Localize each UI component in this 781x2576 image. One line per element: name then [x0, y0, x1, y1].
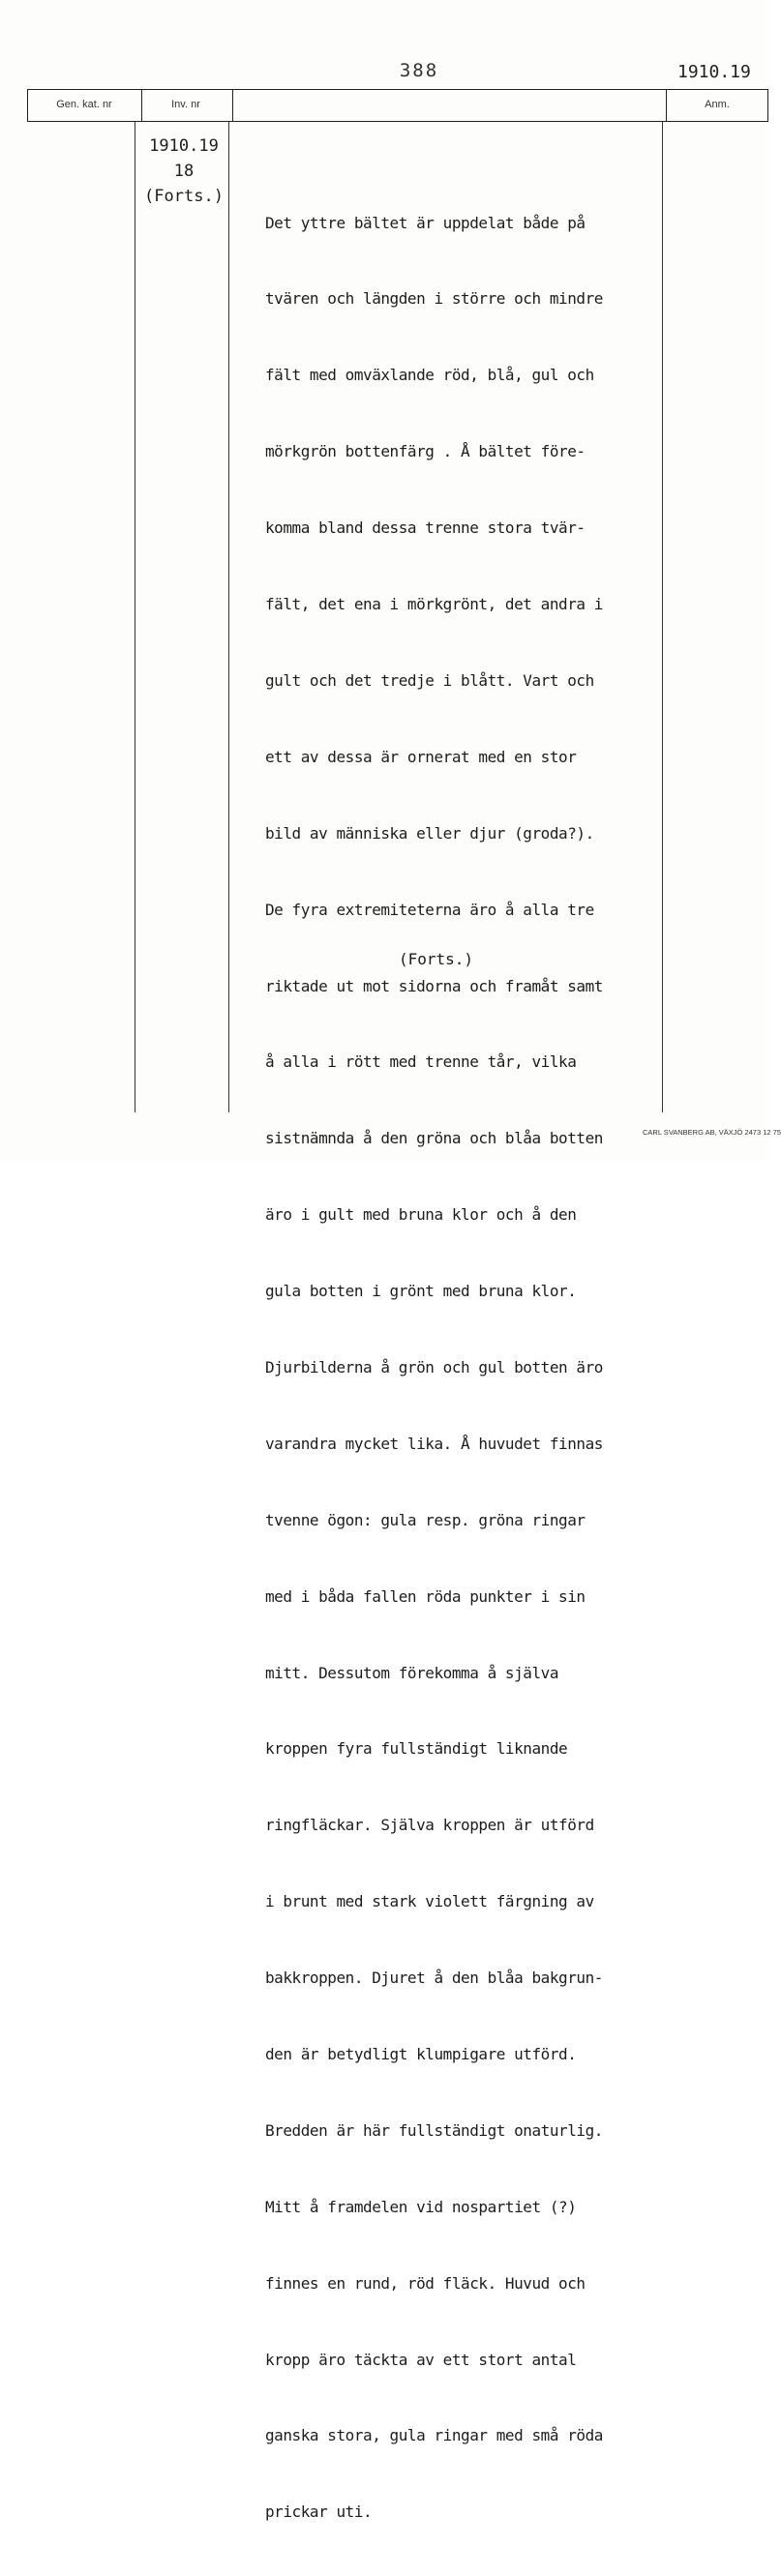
- description-line: prickar uti.: [265, 2502, 373, 2522]
- catalog-id-corner: 1910.19: [677, 62, 751, 82]
- description-line: Det yttre bältet är uppdelat både på: [265, 213, 586, 232]
- description-line: äro i gult med bruna klor och å den: [265, 1205, 577, 1225]
- description-line: fält med omväxlande röd, blå, gul och: [265, 366, 594, 385]
- description-line: bild av människa eller djur (groda?).: [265, 823, 594, 843]
- description-line: De fyra extremiteterna äro å alla tre: [265, 900, 594, 919]
- description-line: ringfläckar. Själva kroppen är utförd: [265, 1816, 594, 1835]
- column-header-inv-nr: Inv. nr: [171, 99, 200, 110]
- description-line: den är betydligt klumpigare utförd.: [265, 2044, 577, 2063]
- description-line: ganska stora, gula ringar med små röda: [265, 2426, 603, 2445]
- column-divider: [767, 89, 768, 122]
- column-divider: [141, 89, 142, 122]
- description-line: tvenne ögon: gula resp. gröna ringar: [265, 1510, 586, 1529]
- inventory-subnumber: 18: [173, 162, 195, 181]
- description-line: mörkgrön bottenfärg . Å bältet före-: [265, 442, 586, 461]
- column-divider: [228, 122, 229, 1112]
- column-divider: [662, 122, 663, 1112]
- description-line: kropp äro täckta av ett stort antal: [265, 2350, 577, 2369]
- description-line: Djurbilderna å grön och gul botten äro: [265, 1357, 603, 1377]
- description-line: riktade ut mot sidorna och framåt samt: [265, 976, 603, 995]
- column-header-anm: Anm.: [705, 99, 730, 110]
- description-line: sistnämnda å den gröna och blåa botten: [265, 1129, 603, 1148]
- description-line: tvären och längden i större och mindre: [265, 289, 603, 309]
- description-line: fält, det ena i mörkgrönt, det andra i: [265, 595, 603, 614]
- continued-marker: (Forts.): [144, 187, 224, 206]
- description-line: i brunt med stark violett färgning av: [265, 1892, 594, 1911]
- description-line: finnes en rund, röd fläck. Huvud och: [265, 2273, 586, 2293]
- description-text: [265, 160, 662, 2576]
- column-divider: [232, 89, 233, 122]
- printer-imprint: CARL SVANBERG AB, VÄXJÖ 2473 12 75: [643, 1128, 781, 1137]
- table-header: [27, 89, 768, 122]
- inventory-number: 1910.19: [149, 136, 219, 156]
- description-line: komma bland dessa trenne stora tvär-: [265, 518, 586, 538]
- continued-footer: (Forts.): [399, 950, 474, 968]
- description-line: ett av dessa är ornerat med en stor: [265, 747, 577, 766]
- description-line: å alla i rött med trenne tår, vilka: [265, 1052, 577, 1072]
- description-line: varandra mycket lika. Å huvudet finnas: [265, 1434, 603, 1453]
- description-line: bakkroppen. Djuret å den blåa bakgrun-: [265, 1969, 603, 1988]
- description-line: Mitt å framdelen vid nospartiet (?): [265, 2197, 577, 2216]
- description-line: gula botten i grönt med bruna klor.: [265, 1282, 577, 1301]
- description-line: gult och det tredje i blått. Vart och: [265, 670, 594, 690]
- description-line: Bredden är här fullständigt onaturlig.: [265, 2120, 603, 2140]
- column-divider: [27, 89, 28, 122]
- column-header-gen-kat-nr: Gen. kat. nr: [56, 99, 112, 110]
- description-line: med i båda fallen röda punkter i sin: [265, 1586, 586, 1606]
- description-line: kroppen fyra fullständigt liknande: [265, 1739, 568, 1759]
- inventory-number-cell: [137, 133, 230, 209]
- description-line: mitt. Dessutom förekomma å själva: [265, 1663, 559, 1682]
- column-divider: [666, 89, 667, 122]
- page-number: 388: [399, 60, 439, 81]
